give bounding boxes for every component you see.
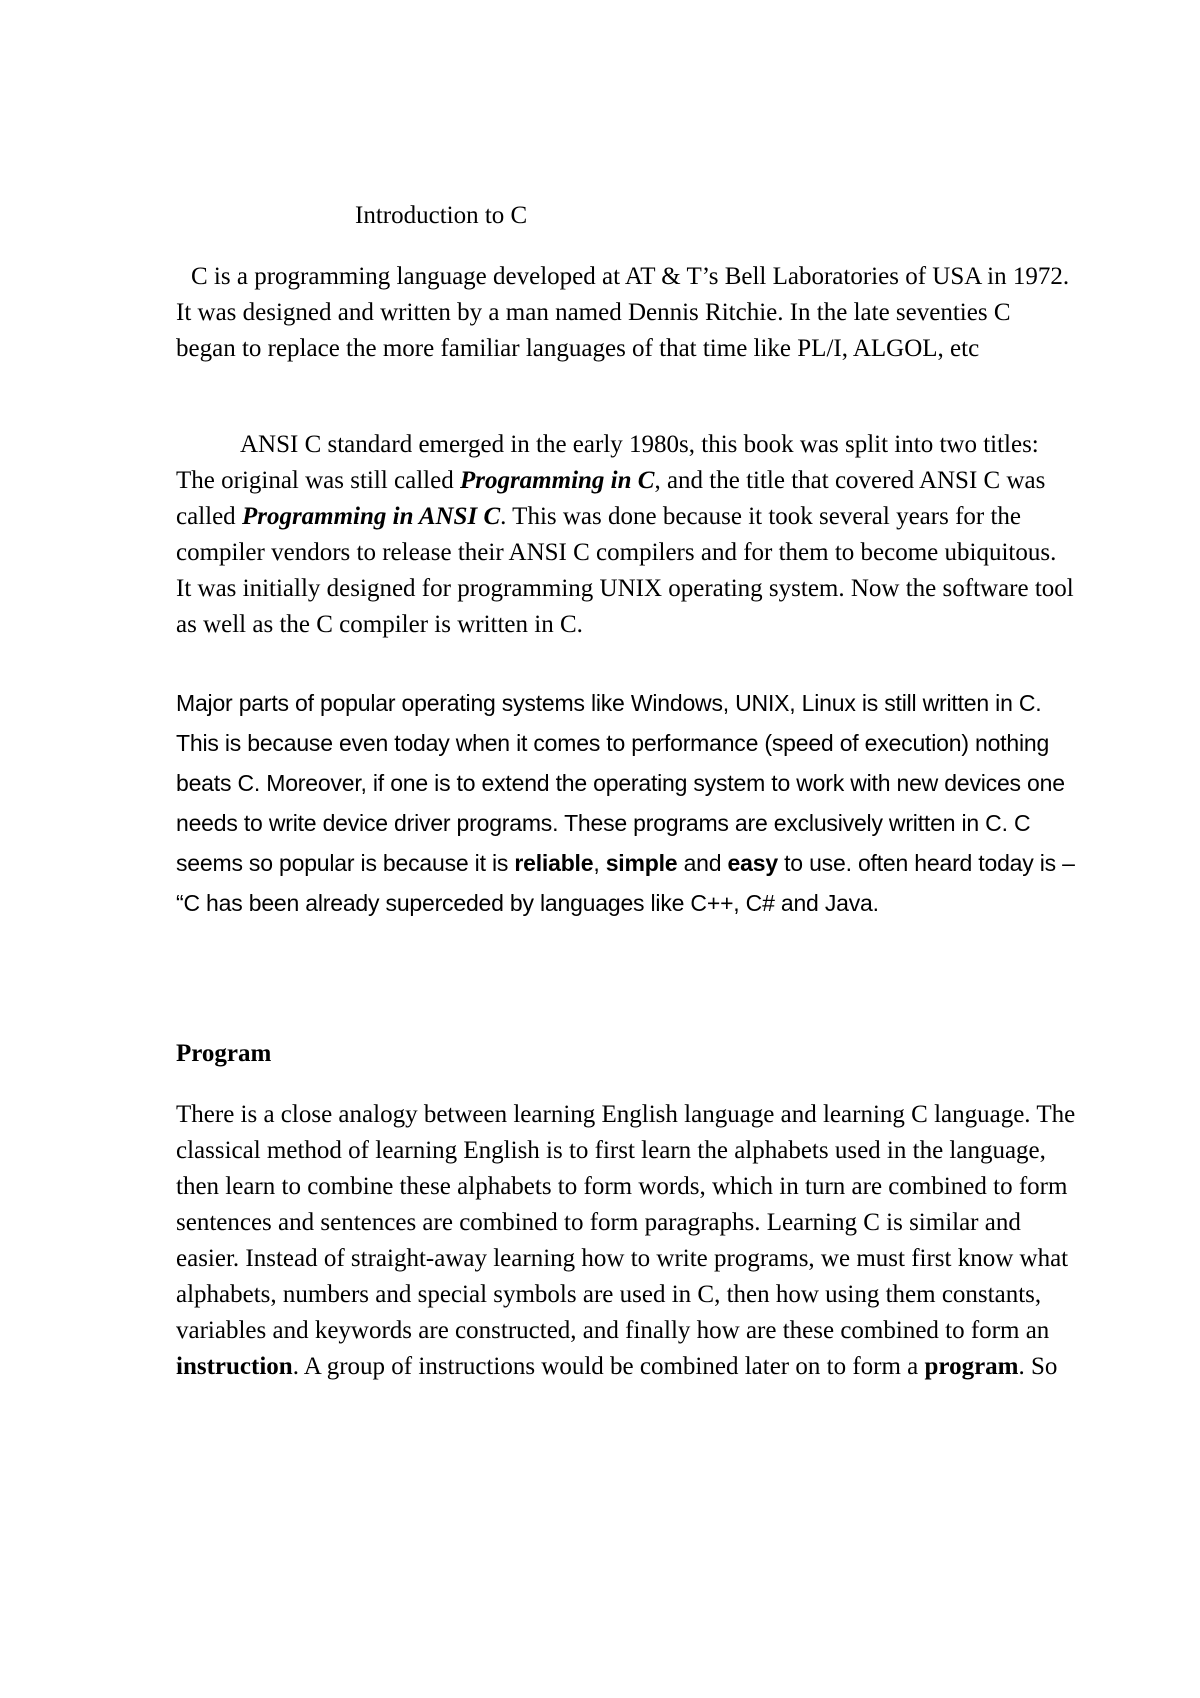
bold-term-reliable: reliable: [514, 850, 594, 876]
document-title: Introduction to C: [355, 202, 528, 229]
paragraph-text: . This was done because it took several years for the compiler vendors to release their ANSI C compilers and for them to become ubiquitous. It was initially designed for programming UNIX operating system. Now the software tool as well as the C compiler is written in C.: [176, 503, 1074, 638]
paragraph-text: Major parts of popular operating systems like Windows, UNIX, Linux is still written in C. This is because even today when it comes to performance (speed of execution) nothing beats C. Moreover, if one is to extend the operating system to work with new devices one needs to write device driver programs. These programs are exclusively written in C. C seems so popular is because it is: [176, 690, 1065, 876]
separator-text: and: [677, 850, 728, 876]
paragraph-program: [176, 1097, 1076, 1385]
bold-term-simple: simple: [605, 850, 678, 876]
bold-term-instruction: instruction: [176, 1353, 293, 1380]
paragraph-text: There is a close analogy between learning English language and learning C language. The classical method of learning English is to first learn the alphabets used in the language, then learn to combine these alphabets to form words, which in turn are combined to form sentences and sentences are combined to form paragraphs. Learning C is similar and easier. Instead of straight-away learning how to write programs, we must first know what alphabets, numbers and special symbols are used in C, then how using them constants, variables and keywords are constructed, and finally how are these combined to form an: [176, 1101, 1076, 1344]
bold-term-program: program: [924, 1353, 1019, 1380]
paragraph-operating-systems: [176, 683, 1076, 923]
paragraph-intro: C is a programming language developed at AT & T’s Bell Laboratories of USA in 1972. It was designed and written by a man named Dennis Ritchie. In the late seventies C began to replace the more familiar languages of that time like PL/I, ALGOL, etc: [176, 263, 1070, 362]
bold-term-easy: easy: [727, 850, 778, 876]
paragraph-text: . A group of instructions would be combined later on to form a: [292, 1353, 925, 1380]
paragraph-text: to use. often heard today is – “C has been already superceded by languages like C++, C# and Java.: [176, 850, 1075, 916]
paragraph-ansi-c: [176, 427, 1076, 643]
paragraph-text: . So: [1018, 1353, 1058, 1380]
paragraph-text: , and the title that covered ANSI C was called: [176, 467, 1046, 530]
book-title-programming-in-ansi-c: Programming in ANSI C: [241, 503, 501, 530]
book-title-programming-in-c: Programming in C: [459, 467, 655, 494]
separator-text: ,: [593, 850, 606, 876]
section-heading-program: Program: [176, 1040, 272, 1067]
paragraph-text: ANSI C standard emerged in the early 1980s, this book was split into two titles: The original was still called: [176, 431, 1039, 494]
